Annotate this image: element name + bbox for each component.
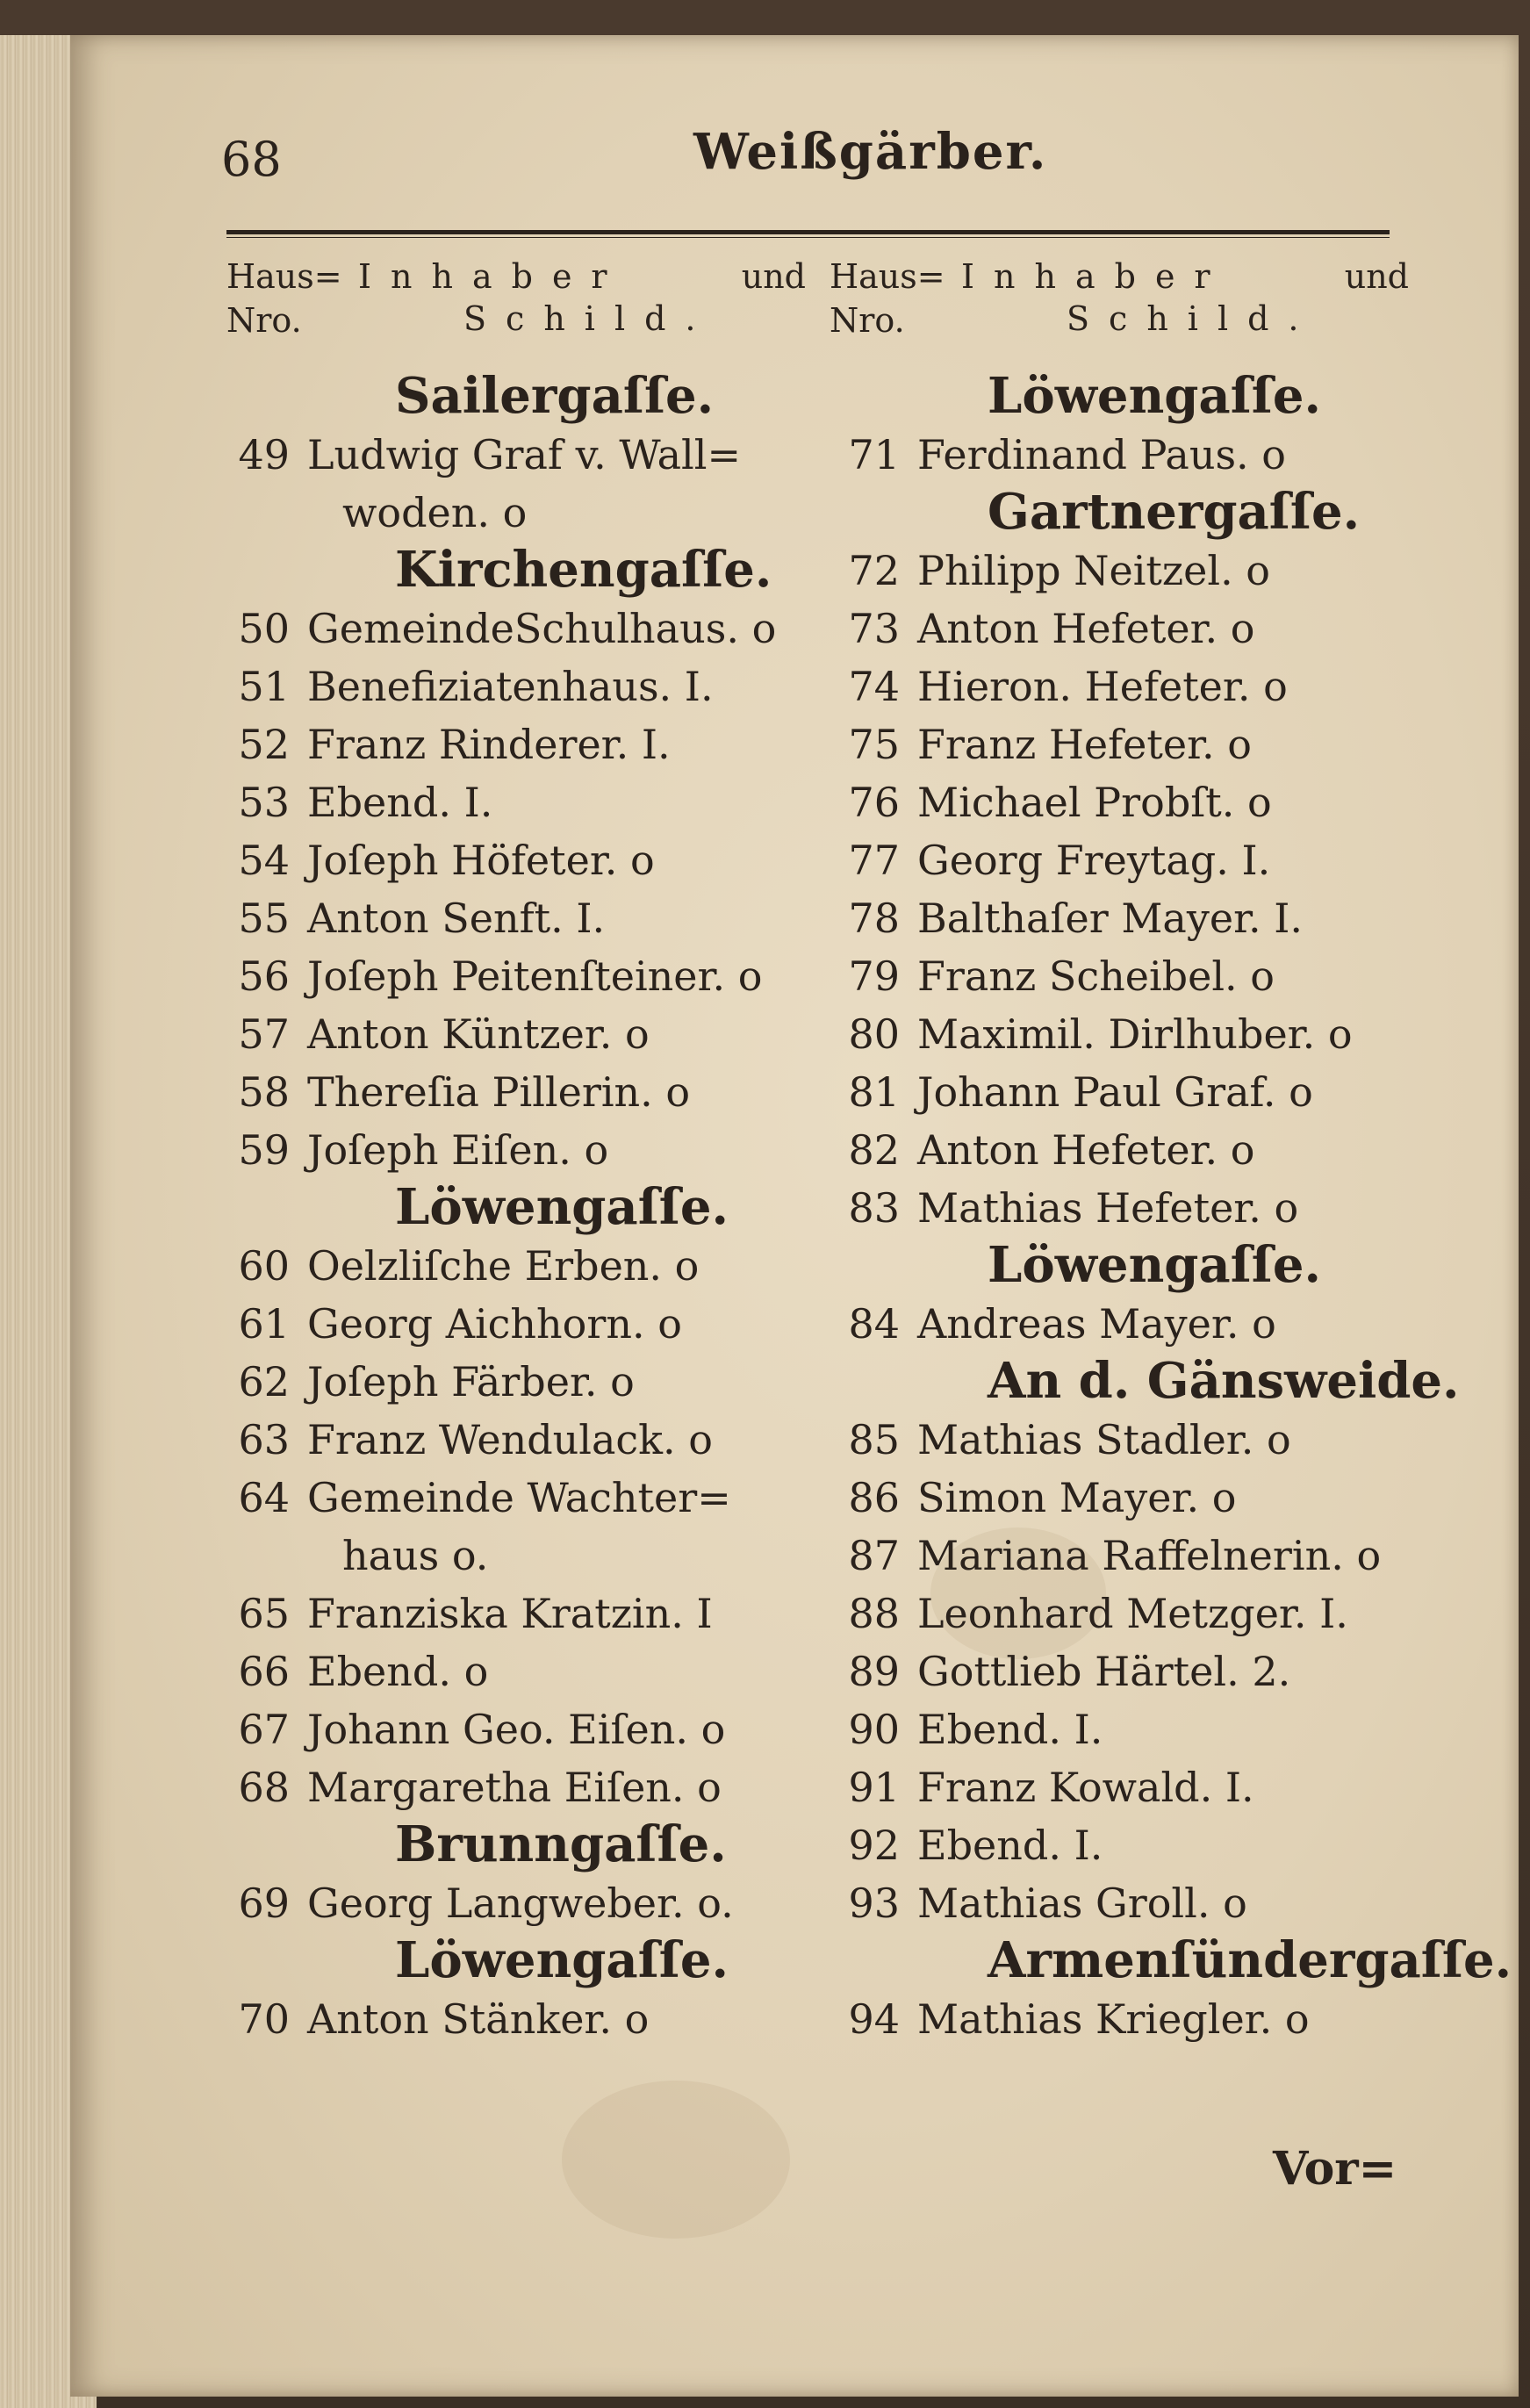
house-entry: [830, 1122, 1444, 1178]
house-number: 55: [238, 895, 290, 942]
house-number: 69: [238, 1880, 290, 1927]
house-number: 73: [848, 605, 900, 652]
house-entry: [830, 1412, 1444, 1468]
house-entry: [830, 658, 1444, 715]
street-heading: Gartnergaſſe.: [988, 483, 1361, 541]
house-entry: [219, 1701, 834, 1757]
sign-label: Schild.: [1067, 299, 1318, 338]
house-number: 59: [238, 1126, 290, 1174]
owner-name: GemeindeSchulhaus. o: [307, 605, 777, 652]
house-entry: [830, 774, 1444, 830]
house-entry: [830, 1470, 1444, 1526]
house-entry: [219, 948, 834, 1004]
house-entry: [830, 890, 1444, 946]
house-entry: [219, 1296, 834, 1352]
house-number: 94: [848, 1995, 900, 2043]
house-entry: [830, 1643, 1444, 1700]
house-entry: [219, 1122, 834, 1178]
house-number: 52: [238, 721, 290, 768]
house-entry: [219, 1991, 834, 2047]
owner-name: Mathias Hefeter. o: [917, 1184, 1299, 1232]
owner-name: Franziska Kratzin. I: [307, 1590, 713, 1637]
house-entry: [830, 948, 1444, 1004]
entry-continuation: [219, 485, 834, 541]
house-number: 67: [238, 1706, 290, 1753]
house-entry: [830, 1296, 1444, 1352]
house-number: 88: [848, 1590, 900, 1637]
house-entry: [219, 1470, 834, 1526]
house-entry: [219, 427, 834, 483]
house-number: 70: [238, 1995, 290, 2043]
house-entry: [219, 1006, 834, 1062]
owner-name: Gottlieb Härtel. 2.: [917, 1648, 1291, 1695]
owner-name: Benefiziatenhaus. I.: [307, 663, 714, 710]
owner-name: Ebend. I.: [307, 779, 493, 826]
owner-name: Mathias Stadler. o: [917, 1416, 1291, 1463]
owner-name: Georg Freytag. I.: [917, 837, 1271, 884]
owner-name: Ebend. o: [307, 1648, 489, 1695]
house-entry: [830, 600, 1444, 657]
house-entry: [219, 658, 834, 715]
house-number: 66: [238, 1648, 290, 1695]
owner-name: woden. o: [342, 489, 528, 536]
house-entry: [830, 427, 1444, 483]
owner-name: Thereſia Pillerin. o: [307, 1068, 691, 1116]
street-heading: Löwengaſſe.: [395, 1931, 729, 1989]
owner-name: Gemeinde Wachter=: [307, 1474, 731, 1521]
owner-name: Anton Senft. I.: [307, 895, 606, 942]
owner-name: haus o.: [342, 1532, 489, 1579]
house-entry: [830, 1701, 1444, 1757]
owner-name: Georg Langweber. o.: [307, 1880, 734, 1927]
owner-name: Joſeph Färber. o: [307, 1358, 635, 1405]
house-entry: [830, 1180, 1444, 1236]
owner-name: Joſeph Höfeter. o: [307, 837, 655, 884]
house-number: 51: [238, 663, 290, 710]
house-number: 71: [848, 431, 900, 478]
house-number: 56: [238, 952, 290, 1000]
owner-name: Simon Mayer. o: [917, 1474, 1237, 1521]
house-entry: [219, 1238, 834, 1294]
street-heading: Brunngaſſe.: [395, 1815, 727, 1873]
house-number: 93: [848, 1880, 900, 1927]
house-entry: [830, 1817, 1444, 1873]
house-label: Haus=: [830, 257, 945, 296]
house-number: 62: [238, 1358, 290, 1405]
house-entry: [830, 1527, 1444, 1584]
house-number: 82: [848, 1126, 900, 1174]
owner-name: Georg Aichhorn. o: [307, 1300, 682, 1348]
house-number: 89: [848, 1648, 900, 1695]
owner-name: Ferdinand Paus. o: [917, 431, 1286, 478]
catchword: Vor=: [1273, 2142, 1397, 2196]
owner-name: Anton Hefeter. o: [917, 1126, 1255, 1174]
nro-label: Nro.: [226, 301, 302, 340]
house-number: 91: [848, 1764, 900, 1811]
owner-name: Johann Paul Graf. o: [917, 1068, 1313, 1116]
house-number: 49: [238, 431, 290, 478]
house-entry: [219, 716, 834, 773]
house-entry: [219, 832, 834, 888]
house-number: 65: [238, 1590, 290, 1637]
house-number: 83: [848, 1184, 900, 1232]
house-number: 75: [848, 721, 900, 768]
house-number: 87: [848, 1532, 900, 1579]
owner-name: Anton Hefeter. o: [917, 605, 1255, 652]
house-label: Haus=: [226, 257, 342, 296]
house-number: 74: [848, 663, 900, 710]
house-number: 64: [238, 1474, 290, 1521]
house-entry: [830, 1064, 1444, 1120]
owner-name: Ludwig Graf v. Wall=: [307, 431, 742, 478]
house-number: 57: [238, 1010, 290, 1058]
house-entry: [830, 1991, 1444, 2047]
house-number: 80: [848, 1010, 900, 1058]
street-heading: Kirchengaſſe.: [395, 541, 772, 599]
house-entry: [830, 1585, 1444, 1642]
house-entry: [219, 890, 834, 946]
street-heading: Löwengaſſe.: [988, 367, 1322, 425]
house-number: 53: [238, 779, 290, 826]
owner-name: Michael Probſt. o: [917, 779, 1272, 826]
owner-name: Franz Kowald. I.: [917, 1764, 1254, 1811]
house-number: 85: [848, 1416, 900, 1463]
house-number: 78: [848, 895, 900, 942]
house-number: 54: [238, 837, 290, 884]
house-number: 72: [848, 547, 900, 594]
house-entry: [219, 1875, 834, 1931]
owner-name: Philipp Neitzel. o: [917, 547, 1271, 594]
house-number: 61: [238, 1300, 290, 1348]
owner-name: Oelzliſche Erben. o: [307, 1242, 700, 1290]
house-entry: [219, 1585, 834, 1642]
street-heading: An d. Gänsweide.: [988, 1352, 1460, 1410]
street-heading: Sailergaſſe.: [395, 367, 715, 425]
owner-name: Maximil. Dirlhuber. o: [917, 1010, 1353, 1058]
house-number: 60: [238, 1242, 290, 1290]
house-entry: [830, 1875, 1444, 1931]
house-entry: [830, 1759, 1444, 1815]
header-rule: [226, 230, 1390, 238]
owner-label: Inhaber: [961, 257, 1230, 296]
nro-label: Nro.: [830, 301, 905, 340]
house-number: 68: [238, 1764, 290, 1811]
house-number: 58: [238, 1068, 290, 1116]
page-number: 68: [221, 132, 282, 187]
owner-name: Joſeph Eiſen. o: [307, 1126, 609, 1174]
street-heading: Löwengaſſe.: [395, 1178, 729, 1236]
owner-name: Franz Scheibel. o: [917, 952, 1275, 1000]
house-number: 90: [848, 1706, 900, 1753]
house-entry: [219, 1354, 834, 1410]
house-number: 84: [848, 1300, 900, 1348]
house-number: 76: [848, 779, 900, 826]
entry-continuation: [219, 1527, 834, 1584]
owner-name: Johann Geo. Eiſen. o: [307, 1706, 726, 1753]
house-entry: [219, 600, 834, 657]
house-number: 63: [238, 1416, 290, 1463]
house-entry: [830, 543, 1444, 599]
owner-name: Mariana Raffelnerin. o: [917, 1532, 1382, 1579]
and-label: und: [741, 257, 806, 296]
house-number: 81: [848, 1068, 900, 1116]
house-entry: [219, 1759, 834, 1815]
owner-name: Franz Rinderer. I.: [307, 721, 671, 768]
house-entry: [830, 716, 1444, 773]
paper-stain: [562, 2081, 790, 2239]
owner-name: Franz Hefeter. o: [917, 721, 1252, 768]
owner-name: Anton Stänker. o: [307, 1995, 650, 2043]
owner-name: Franz Wendulack. o: [307, 1416, 713, 1463]
owner-name: Leonhard Metzger. I.: [917, 1590, 1348, 1637]
owner-name: Andreas Mayer. o: [917, 1300, 1276, 1348]
house-number: 79: [848, 952, 900, 1000]
owner-name: Joſeph Peitenſteiner. o: [307, 952, 763, 1000]
right-column-header: [830, 255, 1409, 351]
house-number: 92: [848, 1822, 900, 1869]
house-entry: [219, 1064, 834, 1120]
owner-name: Ebend. I.: [917, 1706, 1103, 1753]
house-entry: [830, 832, 1444, 888]
house-entry: [830, 1006, 1444, 1062]
left-column-header: [226, 255, 806, 351]
owner-name: Mathias Kriegler. o: [917, 1995, 1310, 2043]
house-number: 86: [848, 1474, 900, 1521]
owner-name: Hieron. Hefeter. o: [917, 663, 1288, 710]
house-number: 77: [848, 837, 900, 884]
sign-label: Schild.: [463, 299, 715, 338]
owner-name: Mathias Groll. o: [917, 1880, 1247, 1927]
house-entry: [219, 774, 834, 830]
owner-name: Anton Küntzer. o: [307, 1010, 650, 1058]
owner-name: Ebend. I.: [917, 1822, 1103, 1869]
owner-name: Margaretha Eiſen. o: [307, 1764, 722, 1811]
street-heading: Armenſündergaſſe.: [988, 1931, 1512, 1989]
owner-name: Balthaſer Mayer. I.: [917, 895, 1304, 942]
street-heading: Löwengaſſe.: [988, 1236, 1322, 1294]
house-number: 50: [238, 605, 290, 652]
owner-label: Inhaber: [358, 257, 627, 296]
and-label: und: [1344, 257, 1409, 296]
house-entry: [219, 1643, 834, 1700]
running-head: Weißgärber.: [693, 123, 1048, 181]
house-entry: [219, 1412, 834, 1468]
